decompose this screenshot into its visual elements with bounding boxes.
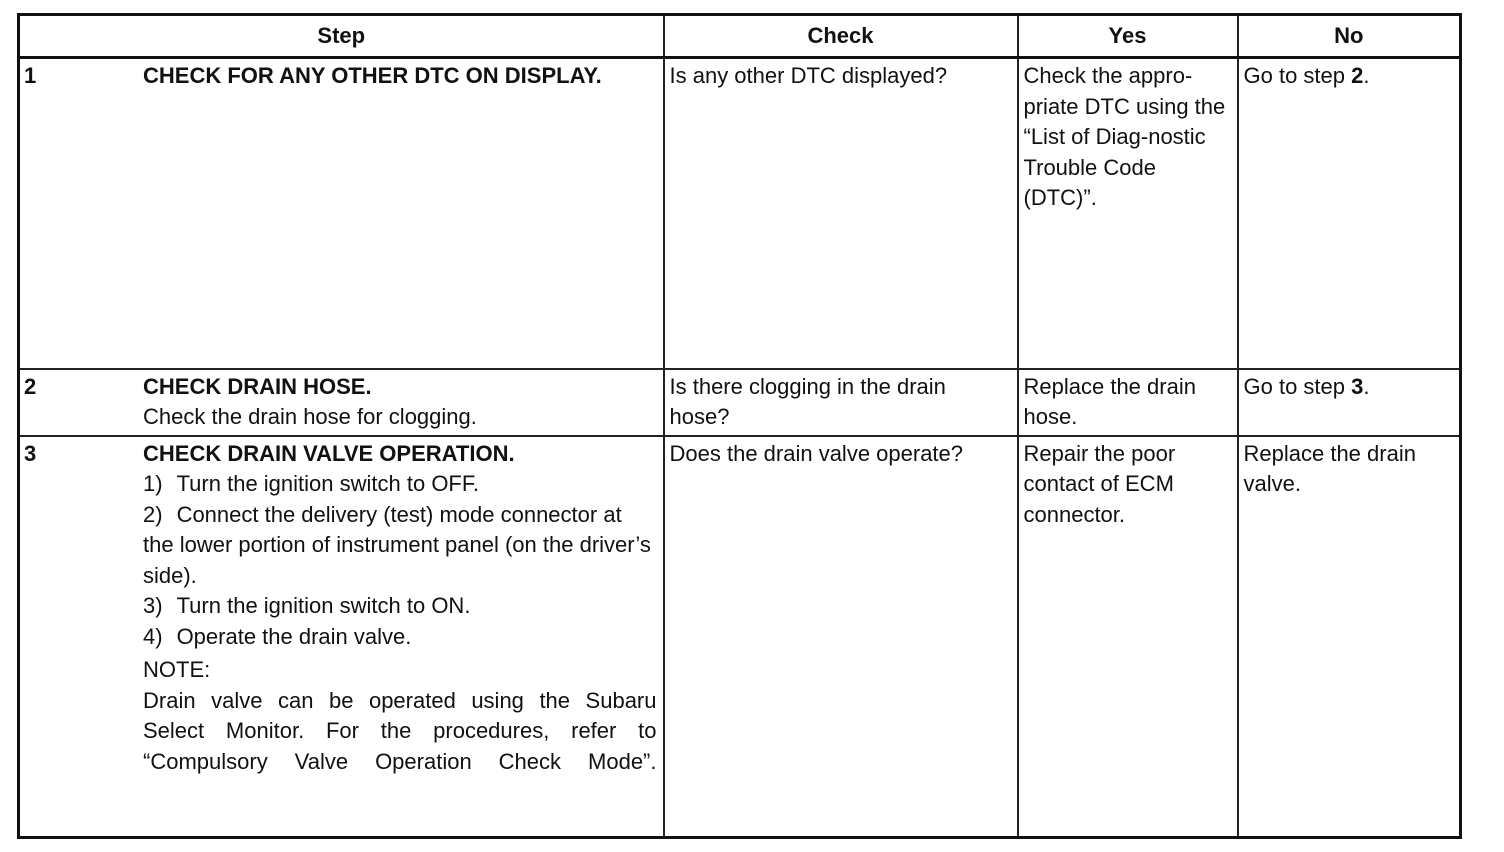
header-row	[19, 15, 1461, 58]
substep-number: 2)	[143, 501, 163, 527]
check-text: Is any other DTC displayed?	[669, 63, 948, 88]
step-number: 1	[24, 63, 37, 88]
substep	[143, 469, 657, 500]
check-text: Does the drain valve operate?	[669, 440, 964, 466]
header-check: Check	[664, 15, 1018, 58]
substep	[143, 500, 657, 592]
no-cell	[1238, 369, 1461, 436]
note-label: NOTE:	[143, 657, 211, 682]
no-prefix: Go to step	[1243, 63, 1352, 88]
step-cell	[19, 436, 664, 838]
step-title: CHECK DRAIN VALVE OPERATION.	[143, 440, 515, 466]
no-text	[1239, 370, 1460, 403]
no-cell	[1238, 58, 1461, 369]
header-no: No	[1238, 15, 1461, 58]
yes-text: Repair the poor contact of ECM connector.	[1023, 440, 1176, 527]
substep-text: Operate the drain valve.	[176, 623, 412, 649]
no-text	[1239, 59, 1460, 92]
table-row	[19, 436, 1461, 838]
header-step: Step	[19, 15, 664, 58]
no-suffix: .	[1363, 63, 1370, 88]
substep-text: Turn the ignition switch to ON.	[176, 593, 471, 618]
check-cell	[664, 436, 1018, 838]
table-row	[19, 369, 1461, 436]
check-cell	[664, 369, 1018, 436]
substep	[143, 591, 657, 622]
step-number: 3	[24, 440, 37, 466]
note-text: Drain valve can be operated using the Subaru Select Monitor. For the procedures, refer to “Compulsory Valve Operation Check Mode”.	[143, 687, 657, 774]
step-detail: Check the drain hose for clogging.	[143, 404, 477, 429]
diagnostic-table	[17, 13, 1462, 839]
no-cell	[1238, 436, 1461, 838]
step-number: 2	[24, 373, 37, 399]
check-cell	[664, 58, 1018, 369]
substep-number: 3)	[143, 593, 163, 618]
no-step-ref: 2	[1351, 63, 1364, 88]
yes-text: Replace the drain hose.	[1023, 373, 1196, 429]
step-title: CHECK DRAIN HOSE.	[143, 373, 372, 399]
yes-cell	[1018, 436, 1238, 838]
header-yes: Yes	[1018, 15, 1238, 58]
table-row	[19, 58, 1461, 369]
yes-cell	[1018, 369, 1238, 436]
no-prefix: Go to step	[1243, 373, 1352, 399]
substep-text: Connect the delivery (test) mode connector at the lower portion of instrument panel (on the driver’s side).	[143, 501, 651, 588]
no-text: Replace the drain valve.	[1243, 440, 1416, 496]
substep-text: Turn the ignition switch to OFF.	[176, 471, 479, 496]
substep	[143, 622, 657, 653]
check-text: Is there clogging in the drain hose?	[669, 373, 946, 429]
step-cell	[19, 369, 664, 436]
yes-cell	[1018, 58, 1238, 369]
substep-number: 4)	[143, 623, 163, 649]
step-cell	[19, 58, 664, 369]
no-suffix: .	[1363, 373, 1370, 399]
no-step-ref: 3	[1351, 373, 1364, 399]
substep-number: 1)	[143, 471, 163, 496]
step-title: CHECK FOR ANY OTHER DTC ON DISPLAY.	[143, 63, 602, 88]
yes-text: Check the appro-priate DTC using the “List of Diag-nostic Trouble Code (DTC)”.	[1023, 63, 1226, 210]
